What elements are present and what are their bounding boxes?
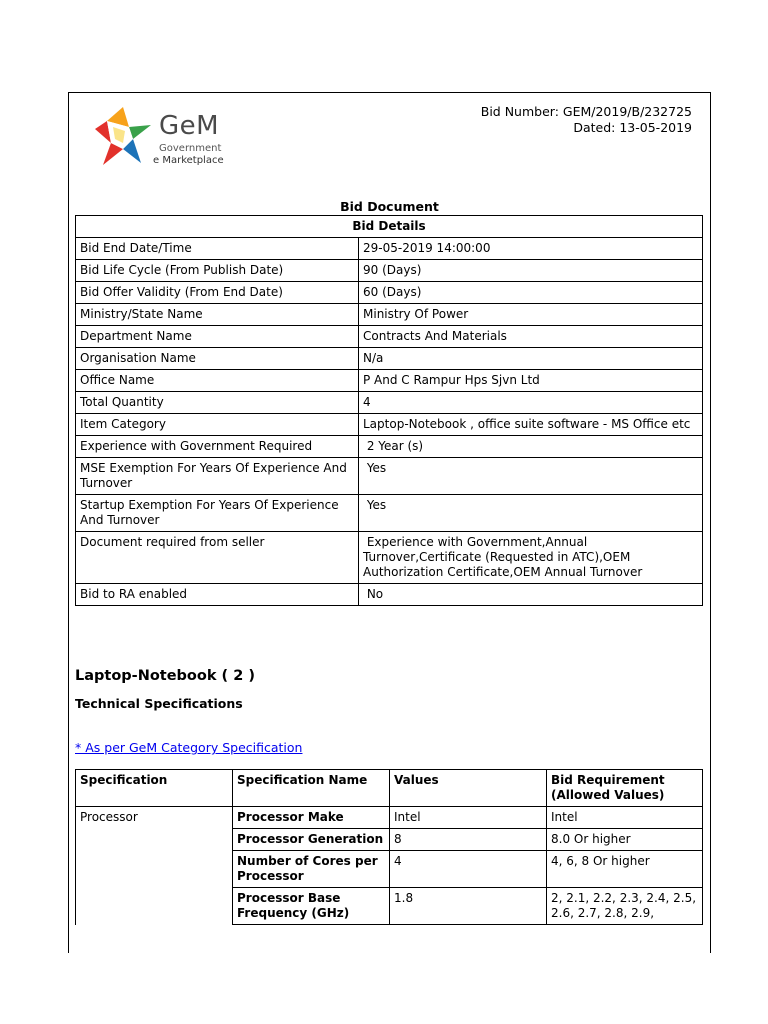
spec-value: 8 <box>390 829 547 851</box>
row-value: N/a <box>359 348 703 370</box>
bid-details-heading: Bid Details <box>76 216 703 238</box>
row-label: Office Name <box>76 370 359 392</box>
row-label: Organisation Name <box>76 348 359 370</box>
row-value: Laptop-Notebook , office suite software - MS Office etc <box>359 414 703 436</box>
row-label: Bid End Date/Time <box>76 238 359 260</box>
technical-specifications-title: Technical Specifications <box>75 696 243 711</box>
spec-requirement: 2, 2.1, 2.2, 2.3, 2.4, 2.5, 2.6, 2.7, 2.8, 2.9, <box>547 888 703 925</box>
table-row <box>76 282 703 304</box>
col-header: Specification Name <box>233 770 390 807</box>
logo-title: GeM <box>159 111 220 141</box>
row-label: MSE Exemption For Years Of Experience And Turnover <box>76 458 359 495</box>
row-value: 60 (Days) <box>359 282 703 304</box>
bid-details-table <box>75 215 703 606</box>
table-row <box>76 392 703 414</box>
spec-requirement: Intel <box>547 807 703 829</box>
row-value: No <box>359 584 703 606</box>
row-label: Department Name <box>76 326 359 348</box>
row-value: 90 (Days) <box>359 260 703 282</box>
row-label: Bid to RA enabled <box>76 584 359 606</box>
row-label: Document required from seller <box>76 532 359 584</box>
col-header: Values <box>390 770 547 807</box>
table-row <box>76 326 703 348</box>
table-row <box>76 260 703 282</box>
table-row <box>76 458 703 495</box>
spec-value: 1.8 <box>390 888 547 925</box>
product-section-title: Laptop-Notebook ( 2 ) <box>75 668 255 684</box>
gem-category-specification-link[interactable]: * As per GeM Category Specification <box>75 740 303 755</box>
specification-table <box>75 769 703 925</box>
row-label: Bid Offer Validity (From End Date) <box>76 282 359 304</box>
col-header: Specification <box>76 770 233 807</box>
spec-value: 4 <box>390 851 547 888</box>
bid-number-block <box>481 104 692 136</box>
gem-star-icon <box>93 105 155 169</box>
table-header-row <box>76 770 703 807</box>
row-value: 4 <box>359 392 703 414</box>
row-value: 29-05-2019 14:00:00 <box>359 238 703 260</box>
spec-name: Processor Base Frequency (GHz) <box>233 888 390 925</box>
table-row <box>76 584 703 606</box>
table-row <box>76 532 703 584</box>
row-value: 2 Year (s) <box>359 436 703 458</box>
bid-document-page <box>68 92 711 953</box>
logo-line-marketplace: e Marketplace <box>153 155 224 166</box>
spec-name: Number of Cores per Processor <box>233 851 390 888</box>
row-value: Experience with Government,Annual Turnover,Certificate (Requested in ATC),OEM Authorization Certificate,OEM Annual Turnover <box>359 532 703 584</box>
row-label: Experience with Government Required <box>76 436 359 458</box>
table-row <box>76 370 703 392</box>
table-row <box>76 304 703 326</box>
table-row <box>76 495 703 532</box>
row-value: Contracts And Materials <box>359 326 703 348</box>
col-header: Bid Requirement (Allowed Values) <box>547 770 703 807</box>
spec-requirement: 4, 6, 8 Or higher <box>547 851 703 888</box>
spec-group: Processor <box>76 807 233 925</box>
spec-requirement: 8.0 Or higher <box>547 829 703 851</box>
row-label: Total Quantity <box>76 392 359 414</box>
logo-line-government: Government <box>159 143 222 154</box>
spec-name: Processor Generation <box>233 829 390 851</box>
spec-value: Intel <box>390 807 547 829</box>
spec-name: Processor Make <box>233 807 390 829</box>
document-title: Bid Document <box>340 199 439 214</box>
row-label: Item Category <box>76 414 359 436</box>
table-row <box>76 414 703 436</box>
row-value: P And C Rampur Hps Sjvn Ltd <box>359 370 703 392</box>
bid-dated: Dated: 13-05-2019 <box>573 120 692 135</box>
row-label: Bid Life Cycle (From Publish Date) <box>76 260 359 282</box>
row-value: Yes <box>359 458 703 495</box>
row-value: Yes <box>359 495 703 532</box>
bid-number: Bid Number: GEM/2019/B/232725 <box>480 104 692 119</box>
table-row <box>76 238 703 260</box>
table-row <box>76 436 703 458</box>
row-label: Ministry/State Name <box>76 304 359 326</box>
gem-logo <box>93 105 243 169</box>
table-row <box>76 348 703 370</box>
row-value: Ministry Of Power <box>359 304 703 326</box>
row-label: Startup Exemption For Years Of Experience And Turnover <box>76 495 359 532</box>
table-row <box>76 807 703 829</box>
